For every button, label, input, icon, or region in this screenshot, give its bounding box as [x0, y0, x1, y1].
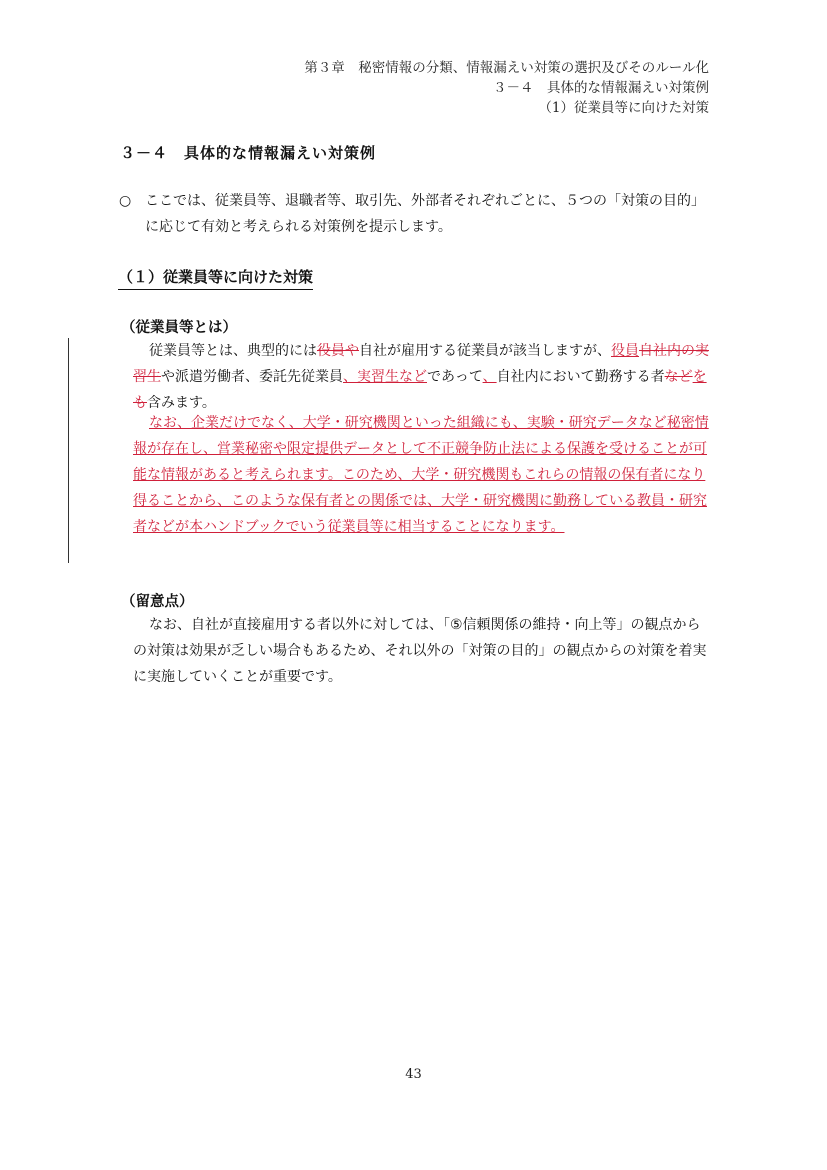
header-section: ３－４ 具体的な情報漏えい対策例 — [493, 80, 709, 96]
inserted-paragraph: なお、企業だけでなく、大学・研究機関といった組織にも、実験・研究データなど秘密情報が存在し、営業秘密や限定提供データとして不正競争防止法による保護を受けることが可能な情報があると考えられます。このため、大学・研究機関もこれらの情報の保有者になり得ることから、このような保有者との関係では、大学・研究機関に勤務している教員・研究者などが本ハンドブックでいう従業員等に相当することになります。 — [133, 415, 709, 535]
header-subsection: （1）従業員等に向けた対策 — [538, 100, 709, 116]
header-chapter: 第３章 秘密情報の分類、情報漏えい対策の選択及びそのルール化 — [304, 60, 709, 76]
text-segment: 含みます。 — [147, 395, 216, 411]
inserted-text: を — [692, 369, 707, 385]
text-segment: 従業員等とは、典型的には — [149, 343, 317, 359]
text-segment: 自社内において勤務する者 — [496, 369, 665, 385]
revision-change-bar — [68, 338, 69, 563]
text-segment: や派遣労働者、委託先従業員 — [161, 369, 343, 385]
definition-paragraph — [133, 338, 710, 416]
inserted-text: 役員 — [611, 343, 639, 359]
page-number: 43 — [405, 1067, 422, 1082]
deleted-text: 役員や — [317, 343, 359, 359]
text-segment: 自社が雇用する従業員が該当しますが、 — [359, 343, 611, 359]
notes-paragraph: なお、自社が直接雇用する者以外に対しては、「⑤信頼関係の維持・向上等」の観点からの対策は効果が乏しい場合もあるため、それ以外の「対策の目的」の観点からの対策を着実に実施していくことが重要です。 — [133, 617, 707, 685]
deleted-text: も — [133, 395, 147, 411]
intro-bullet — [119, 188, 714, 240]
bullet-text: ここでは、従業員等、退職者等、取引先、外部者それぞれごとに、５つの「対策の目的」に応じて有効と考えられる対策例を提示します。 — [145, 193, 705, 235]
section-title: ３－４ 具体的な情報漏えい対策例 — [120, 144, 377, 162]
text-segment: であって — [427, 369, 483, 385]
notes-label: （留意点） — [121, 594, 194, 610]
inserted-text: 、実習生など — [343, 369, 427, 385]
bullet-mark: ○ — [119, 193, 132, 209]
deleted-text: 自社内の実習生 — [133, 343, 709, 385]
definition-label: （従業員等とは） — [121, 320, 237, 336]
subsection-title: （１）従業員等に向けた対策 — [118, 266, 313, 290]
deleted-text: など — [664, 369, 693, 385]
inserted-text: 、 — [482, 369, 497, 385]
running-header — [304, 58, 709, 118]
